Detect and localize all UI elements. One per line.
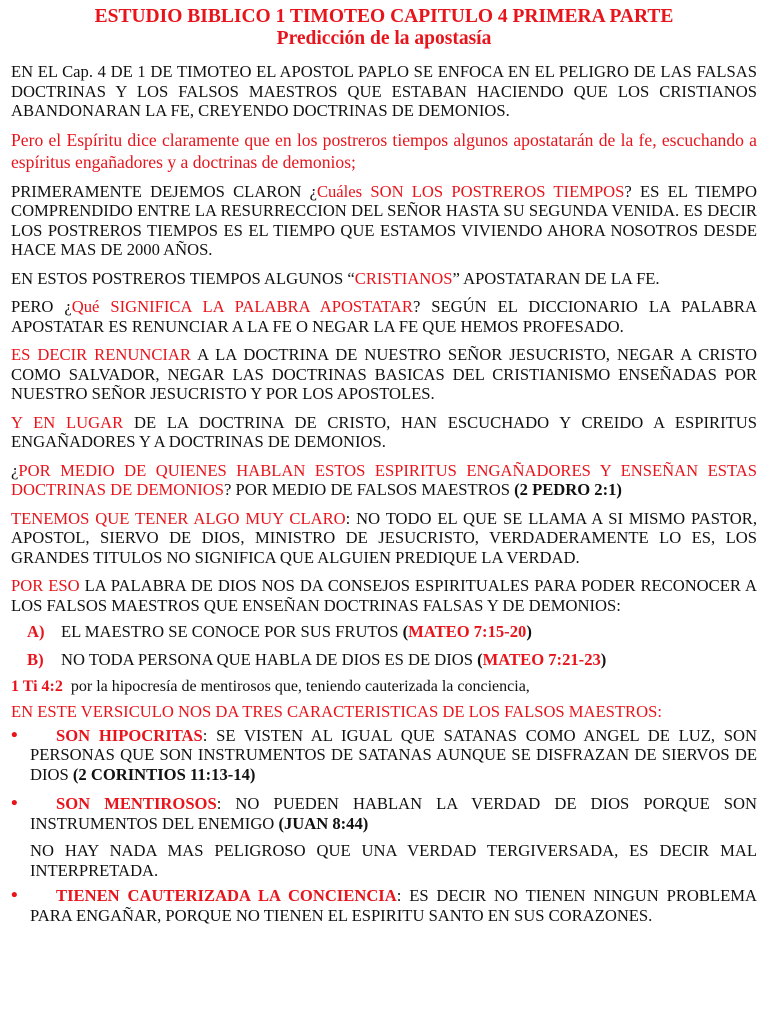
verse-line [11, 677, 757, 696]
bible-reference: (2 CORINTIOS 11:13-14) [72, 764, 256, 784]
scripture-quote: Pero el Espíritu dice claramente que en los postreros tiempos algunos apostatarán de la fe, escuchando a espíritus engañadores y a doctrinas de demonios; [11, 129, 757, 172]
text: ? ES EL TIEMPO COMPRENDIDO ENTRE LA RESURRECCION DEL SEÑOR HASTA SU SEGUNDA VENIDA. ES DECIR LOS POSTREROS TIEMPOS ES EL TIEMPO QUE ESTAMOS VIVIENDO AHORA NOSOTROS DESDE HACE MAS DE 2000 AÑOS. [11, 181, 758, 259]
text: LA PALABRA DE DIOS NOS DA CONSEJOS ESPIRITUALES PARA PODER RECONOCER A LOS FALSOS MAESTROS QUE ENSEÑAN DOCTRINAS FALSAS Y DE DEMONIOS: [11, 576, 757, 615]
bullet-item [11, 794, 757, 833]
highlight-word: CRISTIANOS [354, 268, 453, 288]
advice-list [11, 622, 757, 669]
bullet-item [11, 886, 757, 925]
highlight-question: POR MEDIO DE QUIENES HABLAN ESTOS ESPIRITUS ENGAÑADORES Y ENSEÑAN ESTAS DOCTRINAS DE DEMONIOS [11, 460, 757, 499]
list-item-text: NO TODA PERSONA QUE HABLA DE DIOS ES DE DIOS [61, 649, 478, 669]
paragraph-por-eso [11, 576, 757, 615]
highlight-lead: Y EN LUGAR [11, 412, 124, 432]
bible-reference: MATEO 7:15-20 [408, 622, 527, 641]
paren-open: ( [477, 649, 483, 669]
note-paragraph: NO HAY NADA MAS PELIGROSO QUE UNA VERDAD TERGIVERSADA, ES DECIR MAL INTERPRETADA. [30, 841, 757, 880]
text: PRIMERAMENTE DEJEMOS CLARON ¿ [11, 181, 317, 201]
list-item [27, 650, 757, 670]
verse-reference: 1 Ti 4:2 [11, 678, 63, 695]
bible-reference: (2 PEDRO 2:1) [514, 480, 622, 499]
text: A LA DOCTRINA DE NUESTRO SEÑOR JESUCRISTO, NEGAR A CRISTO COMO SALVADOR, NEGAR LAS DOCTRINAS BASICAS DEL CRISTIANISMO ENSEÑADAS POR NUESTRO SEÑOR JESUCRISTO Y POR LOS APOSTOLES. [11, 345, 758, 403]
highlight-question: Qué SIGNIFICA LA PALABRA APOSTATAR [71, 297, 413, 316]
bible-reference: MATEO 7:21-23 [482, 649, 601, 669]
highlight-lead: POR ESO [11, 576, 80, 595]
paragraph-algo-claro [11, 509, 757, 568]
bullet-term: TIENEN CAUTERIZADA LA CONCIENCIA [56, 886, 397, 905]
document-title [11, 6, 757, 50]
verse-text: por la hipocresía de mentirosos que, teniendo cauterizada la conciencia, [70, 678, 530, 695]
text: DE LA DOCTRINA DE CRISTO, HAN ESCUCHADO Y CREIDO A ESPIRITUS ENGAÑADORES Y A DOCTRINAS DE DEMONIOS. [11, 412, 757, 451]
bullet-text: : SE VISTEN AL IGUAL QUE SATANAS COMO ANGEL DE LUZ, SON PERSONAS QUE SON INSTRUMENTOS DE SATANAS AUNQUE SE DISFRAZAN DE SIERVOS DE DIOS [30, 725, 758, 784]
text: : NO TODO EL QUE SE LLAMA A SI MISMO PASTOR, APOSTOL, SIERVO DE DIOS, MINISTRO DE JESUCRISTO, VERDADERAMENTE LO ES, LOS GRANDES TITULOS NO SIGNIFICA QUE ALGUIEN PREDIQUE LA VERDAD. [11, 508, 757, 567]
bullet-term: SON MENTIROSOS [56, 794, 217, 813]
bible-reference: (JUAN 8:44) [278, 813, 369, 833]
text: ? SEGÚN EL DICCIONARIO LA PALABRA APOSTATAR ES RENUNCIAR A LA FE O NEGAR LA FE QUE HEMOS PROFESADO. [11, 297, 757, 336]
list-item-text: EL MAESTRO SE CONOCE POR SUS FRUTOS [61, 622, 403, 641]
paren-close: ) [526, 622, 532, 641]
highlight-lead: ES DECIR RENUNCIAR [11, 345, 191, 364]
bullet-term: SON HIPOCRITAS [56, 725, 203, 745]
title-line-1: ESTUDIO BIBLICO 1 TIMOTEO CAPITULO 4 PRIMERA PARTE [94, 6, 674, 27]
paragraph-cristianos [11, 269, 757, 289]
paragraph-en-lugar [11, 413, 757, 452]
paren-open: ( [402, 622, 409, 641]
bullet-icon: • [11, 724, 18, 746]
text: ¿ [11, 460, 19, 480]
paragraph-renunciar [11, 345, 757, 404]
bullet-text: : ES DECIR NO TIENEN NINGUN PROBLEMA PARA ENGAÑAR, PORQUE NO TIENEN EL ESPIRITU SANTO EN SUS CORAZONES. [30, 886, 757, 925]
highlight-lead: TENEMOS QUE TENER ALGO MUY CLARO [11, 508, 346, 528]
highlight-question: Cuáles SON LOS POSTREROS TIEMPOS [316, 181, 625, 201]
text: ” APOSTATARAN DE LA FE. [452, 268, 660, 288]
paragraph-caracteristicas: EN ESTE VERSICULO NOS DA TRES CARACTERISTICAS DE LOS FALSOS MAESTROS: [11, 702, 662, 721]
intro-paragraph: EN EL Cap. 4 DE 1 DE TIMOTEO EL APOSTOL PAPLO SE ENFOCA EN EL PELIGRO DE LAS FALSAS DOCTRINAS Y LOS FALSOS MAESTROS QUE ESTABAN HACIENDO QUE LOS CRISTIANOS ABANDONARAN LA FE, CREYENDO DOCTRINAS DE DEMONIOS. [11, 62, 757, 120]
bullet-icon: • [11, 793, 18, 814]
paren-close: ) [600, 649, 607, 669]
paragraph-por-medio [11, 461, 757, 500]
text: EN ESTOS POSTREROS TIEMPOS ALGUNOS “ [11, 268, 355, 288]
bullet-item [11, 726, 757, 785]
list-marker: B) [27, 649, 44, 669]
text: ? POR MEDIO DE FALSOS MAESTROS [223, 480, 515, 499]
paragraph-postreros-tiempos [11, 182, 757, 260]
list-marker: A) [27, 622, 45, 641]
bullet-text: : NO PUEDEN HABLAN LA VERDAD DE DIOS PORQUE SON INSTRUMENTOS DEL ENEMIGO [30, 794, 758, 833]
bullet-icon: • [11, 885, 18, 906]
title-line-2: Predicción de la apostasía [276, 28, 492, 49]
list-item [27, 622, 757, 642]
paragraph-apostatar [11, 297, 757, 336]
text: PERO ¿ [11, 297, 72, 316]
